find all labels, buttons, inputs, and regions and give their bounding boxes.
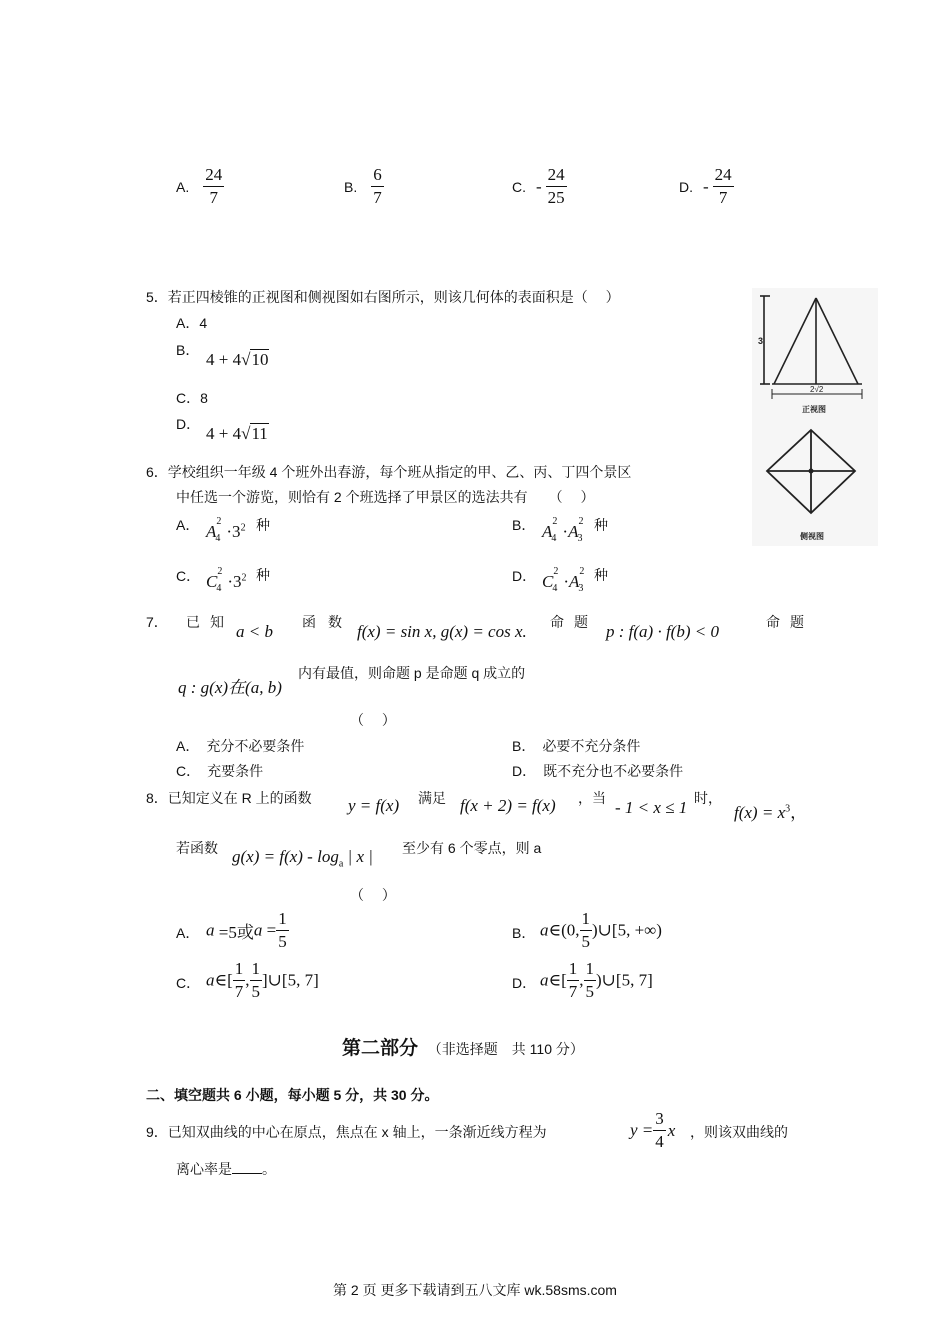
q8-text2: 满足 bbox=[418, 790, 446, 806]
q9-text2: ，则该双曲线的 bbox=[690, 1124, 788, 1140]
q6-stem-line2: 中任选一个游览，则恰有 2 个班选择了甲景区的选法共有 （ ） bbox=[176, 489, 595, 505]
q8-option-b-label: B． bbox=[512, 925, 536, 941]
q5-option-d-value: 4 + 4√11 bbox=[206, 424, 268, 443]
q5-stem: 5．若正四棱锥的正视图和侧视图如右图所示，则该几何体的表面积是（ ） bbox=[146, 289, 620, 305]
q8-text6: 至少有 6 个零点，则 a bbox=[402, 840, 542, 856]
q6-option-c-value: $C^2_4 \cdot 3^2$ bbox=[206, 566, 247, 595]
q6-option-d-label: D． bbox=[512, 568, 537, 584]
q8-option-d-label: D． bbox=[512, 975, 537, 991]
q6-option-a-label: A． bbox=[176, 517, 200, 533]
q6-option-b-value: $A^2_4 \cdot A^2_3$ bbox=[542, 516, 584, 545]
q8-paren: （ ） bbox=[350, 887, 396, 903]
front-view-caption: 正视图 bbox=[802, 405, 826, 414]
front-base-label: 2√2 bbox=[810, 385, 824, 394]
q5-option-b-value: 4 + 4√10 bbox=[206, 350, 269, 369]
q6-option-c-label: C． bbox=[176, 568, 201, 584]
section2-title: 二、填空题共 6 小题，每小题 5 分，共 30 分。 bbox=[146, 1087, 439, 1103]
sqrt-sign: √ bbox=[241, 350, 251, 369]
q6-stem-line1: 6．学校组织一年级 4 个班外出春游，每个班从指定的甲、乙、丙、丁四个景区 bbox=[146, 464, 632, 480]
q5-option-a: A．4 bbox=[176, 315, 208, 331]
q6-option-d-unit: 种 bbox=[594, 567, 608, 583]
q8-option-a-label: A． bbox=[176, 925, 200, 941]
q7-option-c: C． 充要条件 bbox=[176, 763, 264, 779]
pyramid-figure bbox=[752, 288, 878, 546]
q7-number: 7． bbox=[146, 614, 168, 630]
part2-subtitle: （非选择题 共 110 分） bbox=[427, 1041, 584, 1057]
q5-option-b-label: B． bbox=[176, 342, 200, 358]
q4-a-fraction: $\frac{24}{7}$ bbox=[205, 165, 223, 207]
q4-b-fraction: $\frac{6}{7}$ bbox=[373, 165, 382, 207]
q8-option-b-value: a∈(0, $\frac{1}{5}$ )∪[5, +∞) bbox=[540, 909, 662, 951]
q8-option-a-value: a =5或a = $\frac{1}{5}$ bbox=[206, 909, 287, 951]
q8-text1: 8．已知定义在 R 上的函数 bbox=[146, 790, 312, 806]
q4-c-fraction: $\frac{24}{25}$ bbox=[547, 165, 565, 207]
q8-text5: 若函数 bbox=[176, 840, 218, 856]
q8-formula3: - 1 < x ≤ 1 bbox=[615, 798, 688, 817]
q6-option-b-unit: 种 bbox=[594, 517, 608, 533]
q4-option-c: C. - $\frac{24}{25}$ bbox=[512, 165, 565, 207]
q8-formula5: $g(x) = f(x) - \log_a$ | x | bbox=[232, 847, 373, 870]
q8-text3: ，当 bbox=[578, 790, 606, 806]
q7-line2: 内有最值，则命题 p 是命题 q 成立的 bbox=[298, 665, 526, 681]
q7-proposition-p: p : f(a) · f(b) < 0 bbox=[606, 622, 719, 641]
q7-functions: f(x) = sin x, g(x) = cos x. bbox=[357, 622, 527, 641]
q7-option-b: B． 必要不充分条件 bbox=[512, 738, 641, 754]
q7-proposition-q: q : g(x)在(a, b) bbox=[178, 678, 282, 697]
q7-option-a: A． 充分不必要条件 bbox=[176, 738, 305, 754]
q4-option-d: D. - $\frac{24}{7}$ bbox=[679, 165, 732, 207]
q9-line2: 离心率是 。 bbox=[176, 1161, 276, 1177]
q8-text4: 时， bbox=[694, 790, 722, 806]
side-view-caption: 侧视图 bbox=[800, 532, 824, 541]
q4-option-a: A. $\frac{24}{7}$ bbox=[176, 165, 223, 207]
q6-option-c-unit: 种 bbox=[256, 567, 270, 583]
q8-formula2: f(x + 2) = f(x) bbox=[460, 796, 556, 815]
q5-option-d-label: D． bbox=[176, 416, 201, 432]
q7-paren: （ ） bbox=[350, 712, 396, 728]
q4-options bbox=[0, 0, 950, 230]
q4-option-b: B. $\frac{6}{7}$ bbox=[344, 165, 382, 207]
part2-title: 第二部分 bbox=[342, 1038, 419, 1059]
q8-option-c-label: C． bbox=[176, 975, 201, 991]
q4-d-fraction: $\frac{24}{7}$ bbox=[714, 165, 732, 207]
q6-option-a-unit: 种 bbox=[256, 517, 270, 533]
sqrt-sign: √ bbox=[241, 424, 251, 443]
q5-option-c: C．8 bbox=[176, 390, 208, 406]
front-height-label: 3 bbox=[758, 336, 764, 346]
q6-option-a-value: $A^2_4 \cdot 3^2$ bbox=[206, 516, 246, 545]
q8-option-c-value: a∈[ $\frac{1}{7}$ , $\frac{1}{5}$ ]∪[5, 7] bbox=[206, 959, 319, 1001]
q6-option-b-label: B． bbox=[512, 517, 536, 533]
q7-condition: a < b bbox=[236, 622, 273, 641]
q8-formula1: y = f(x) bbox=[348, 796, 400, 815]
page-footer: 第 2 页 更多下载请到五八文库 wk.58sms.com bbox=[333, 1282, 617, 1298]
answer-blank[interactable] bbox=[232, 1159, 262, 1174]
q9-equation: y = $\frac{3}{4}$ x bbox=[630, 1109, 676, 1151]
q9-text1: 9．已知双曲线的中心在原点，焦点在 x 轴上，一条渐近线方程为 bbox=[146, 1124, 547, 1140]
side-view-center-dot bbox=[809, 469, 814, 474]
q6-option-d-value: $C^2_4 \cdot A^2_3$ bbox=[542, 566, 585, 595]
q8-formula4: $f(x) = x^3$， bbox=[734, 803, 808, 822]
part2-heading bbox=[342, 1033, 584, 1060]
q7-option-d: D． 既不充分也不必要条件 bbox=[512, 763, 684, 779]
q8-option-d-value: a∈[ $\frac{1}{7}$ , $\frac{1}{5}$ )∪[5, 7] bbox=[540, 959, 653, 1001]
